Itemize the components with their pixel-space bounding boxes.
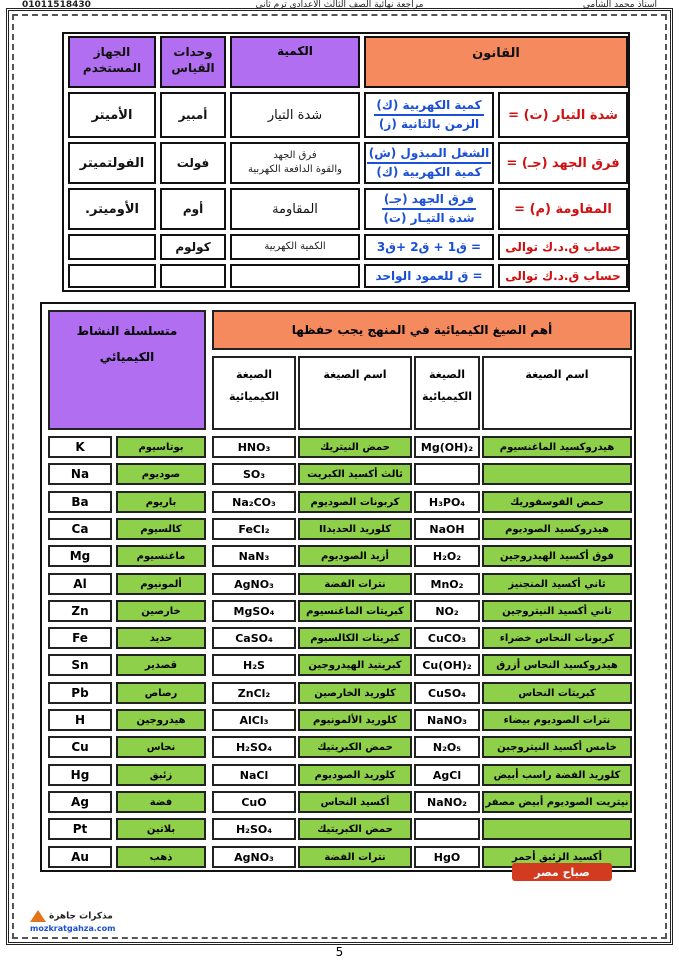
header-title: مراجعة نهائية الصف الثالث الاعدادى ترم ثانى bbox=[255, 0, 424, 10]
quantity-cell: شدة التيار bbox=[230, 92, 360, 138]
formula-1: N₂O₅ bbox=[414, 736, 480, 758]
formula-2: Na₂CO₃ bbox=[212, 491, 296, 513]
formula-name-1: هيدروكسيد الماغنسيوم bbox=[482, 436, 632, 458]
element-symbol: Ca bbox=[48, 518, 112, 540]
element-name: نحاس bbox=[116, 736, 206, 758]
formula-2: FeCl₂ bbox=[212, 518, 296, 540]
formula-name-1 bbox=[482, 818, 632, 840]
col-name-1: اسم الصيغة bbox=[482, 356, 632, 430]
device-cell: الأميتر bbox=[68, 92, 156, 138]
activity-series-header: متسلسلة النشاط الكيميائي bbox=[48, 310, 206, 430]
formula-name-1: حمض الفوسفوريك bbox=[482, 491, 632, 513]
element-name: باريوم bbox=[116, 491, 206, 513]
formula-name-2: كبريتيد الهيدروجين bbox=[298, 654, 412, 676]
law-formula: الشغل المبذول (ش) كمية الكهربية (ك) bbox=[364, 142, 494, 184]
unit-cell: أوم bbox=[160, 188, 226, 230]
teacher-name: أستاذ محمد الشامى bbox=[582, 0, 657, 10]
formula-name-1: هيدروكسيد النحاس أزرق bbox=[482, 654, 632, 676]
formula-1: Mg(OH)₂ bbox=[414, 436, 480, 458]
law-formula: فرق الجهد (جـ) شدة التيـار (ت) bbox=[364, 188, 494, 230]
phone-number: 01011518430 bbox=[22, 0, 91, 10]
element-name: قصدير bbox=[116, 654, 206, 676]
header-quantity: الكمية bbox=[230, 36, 360, 88]
element-symbol: Fe bbox=[48, 627, 112, 649]
law-label: حساب ق.د.ك توالى bbox=[498, 234, 628, 260]
formula-1: CuCO₃ bbox=[414, 627, 480, 649]
law-label: شدة التيار (ت) = bbox=[498, 92, 628, 138]
col-formula-2: الصيغة الكيميائية bbox=[212, 356, 296, 430]
formula-name-2: نترات الفضة bbox=[298, 846, 412, 868]
element-symbol: Au bbox=[48, 846, 112, 868]
brand-logo: صباح مصر bbox=[512, 863, 612, 881]
formula-name-2: أكسيد النحاس bbox=[298, 791, 412, 813]
formula-2: NaCl bbox=[212, 764, 296, 786]
formula-name-1: كربونات النحاس خضراء bbox=[482, 627, 632, 649]
formula-2: ZnCl₂ bbox=[212, 682, 296, 704]
formula-name-2: كلوريد الحديدII bbox=[298, 518, 412, 540]
header-unit: وحدات القياس bbox=[160, 36, 226, 88]
law-label: فرق الجهد (جـ) = bbox=[498, 142, 628, 184]
element-symbol: Pt bbox=[48, 818, 112, 840]
quantity-cell: المقاومة bbox=[230, 188, 360, 230]
formula-1: MnO₂ bbox=[414, 573, 480, 595]
element-symbol: Sn bbox=[48, 654, 112, 676]
formula-1: AgCl bbox=[414, 764, 480, 786]
device-cell bbox=[68, 234, 156, 260]
formula-name-2: ثالث أكسيد الكبريت bbox=[298, 463, 412, 485]
footer-site: mozkratgahza.com bbox=[30, 924, 116, 933]
formula-1: H₃PO₄ bbox=[414, 491, 480, 513]
element-name: فضة bbox=[116, 791, 206, 813]
element-symbol: Mg bbox=[48, 545, 112, 567]
header-law: القانون bbox=[364, 36, 628, 88]
formula-name-2: كلوريد الصوديوم bbox=[298, 764, 412, 786]
law-label: حساب ق.د.ك توالى bbox=[498, 264, 628, 288]
element-name: صوديوم bbox=[116, 463, 206, 485]
element-symbol: Na bbox=[48, 463, 112, 485]
element-name: ماغنسيوم bbox=[116, 545, 206, 567]
formula-1: HgO bbox=[414, 846, 480, 868]
formula-name-2: حمض الكبريتيك bbox=[298, 818, 412, 840]
formula-name-1: فوق أكسيد الهيدروجين bbox=[482, 545, 632, 567]
law-formula: كمية الكهربية (ك) الزمن بالثانية (ز) bbox=[364, 92, 494, 138]
formula-name-1: هيدروكسيد الصوديوم bbox=[482, 518, 632, 540]
laws-table bbox=[62, 32, 630, 292]
element-name: بوتاسيوم bbox=[116, 436, 206, 458]
element-name: هيدروجين bbox=[116, 709, 206, 731]
formula-name-2: كربونات الصوديوم bbox=[298, 491, 412, 513]
formula-name-2: كلوريد الألمونيوم bbox=[298, 709, 412, 731]
footer-logo: مذكرات جاهزة bbox=[30, 910, 113, 922]
formula-2: AgNO₃ bbox=[212, 573, 296, 595]
formulas-title: أهم الصيغ الكيميائية في المنهج يجب حفظها bbox=[212, 310, 632, 350]
quantity-cell bbox=[230, 264, 360, 288]
header-device: الجهاز المستخدم bbox=[68, 36, 156, 88]
formula-2: AlCl₃ bbox=[212, 709, 296, 731]
formula-2: H₂SO₄ bbox=[212, 736, 296, 758]
formula-1: NO₂ bbox=[414, 600, 480, 622]
element-symbol: Al bbox=[48, 573, 112, 595]
unit-cell: فولت bbox=[160, 142, 226, 184]
formula-name-1: ثاني أكسيد المنجنيز bbox=[482, 573, 632, 595]
element-symbol: Zn bbox=[48, 600, 112, 622]
formula-1: NaOH bbox=[414, 518, 480, 540]
formula-name-1: خامس أكسيد النيتروجين bbox=[482, 736, 632, 758]
formula-1: NaNO₃ bbox=[414, 709, 480, 731]
page-number: 5 bbox=[335, 945, 344, 959]
law-label: المقاومة (م) = bbox=[498, 188, 628, 230]
formula-1 bbox=[414, 463, 480, 485]
element-symbol: Cu bbox=[48, 736, 112, 758]
formula-1: H₂O₂ bbox=[414, 545, 480, 567]
element-name: ذهب bbox=[116, 846, 206, 868]
formula-name-1: ثاني أكسيد النيتروجين bbox=[482, 600, 632, 622]
formula-name-1: أكسيد الزئبق أحمر bbox=[482, 846, 632, 868]
law-formula: = ق1 + ق2 +ق3 bbox=[364, 234, 494, 260]
formula-2: H₂S bbox=[212, 654, 296, 676]
formula-name-1: نيتريت الصوديوم أبيض مصفر bbox=[482, 791, 632, 813]
unit-cell: كولوم bbox=[160, 234, 226, 260]
element-symbol: Hg bbox=[48, 764, 112, 786]
quantity-cell: الكمية الكهربية bbox=[230, 234, 360, 260]
element-name: رصاص bbox=[116, 682, 206, 704]
device-cell bbox=[68, 264, 156, 288]
formula-1: Cu(OH)₂ bbox=[414, 654, 480, 676]
law-formula: = ق للعمود الواحد bbox=[364, 264, 494, 288]
formula-name-1: نترات الصوديوم بيضاء bbox=[482, 709, 632, 731]
formula-name-1 bbox=[482, 463, 632, 485]
element-name: ألمونيوم bbox=[116, 573, 206, 595]
col-name-2: اسم الصيغة bbox=[298, 356, 412, 430]
quantity-cell: فرق الجهد والقوة الدافعة الكهربية bbox=[230, 142, 360, 184]
element-symbol: Pb bbox=[48, 682, 112, 704]
formula-name-2: كلوريد الخارصين bbox=[298, 682, 412, 704]
formula-name-1: كلوريد الفضة راسب أبيض bbox=[482, 764, 632, 786]
formula-1: CuSO₄ bbox=[414, 682, 480, 704]
formula-name-1: كبريتات النحاس bbox=[482, 682, 632, 704]
formula-1: NaNO₂ bbox=[414, 791, 480, 813]
formulas-table bbox=[40, 302, 636, 872]
formula-2: H₂SO₄ bbox=[212, 818, 296, 840]
element-name: زئبق bbox=[116, 764, 206, 786]
formula-name-2: حمض النيتريك bbox=[298, 436, 412, 458]
element-name: حديد bbox=[116, 627, 206, 649]
unit-cell bbox=[160, 264, 226, 288]
element-symbol: K bbox=[48, 436, 112, 458]
element-symbol: Ag bbox=[48, 791, 112, 813]
formula-name-2: أزيد الصوديوم bbox=[298, 545, 412, 567]
formula-2: AgNO₃ bbox=[212, 846, 296, 868]
element-symbol: H bbox=[48, 709, 112, 731]
formula-name-2: كبريتات الماغنسيوم bbox=[298, 600, 412, 622]
formula-2: CuO bbox=[212, 791, 296, 813]
formula-name-2: كبريتات الكالسيوم bbox=[298, 627, 412, 649]
formula-name-2: حمض الكبريتيك bbox=[298, 736, 412, 758]
formula-1 bbox=[414, 818, 480, 840]
page-header bbox=[0, 0, 679, 12]
element-name: كالسيوم bbox=[116, 518, 206, 540]
unit-cell: أمبير bbox=[160, 92, 226, 138]
formula-2: CaSO₄ bbox=[212, 627, 296, 649]
formula-name-2: نترات الفضة bbox=[298, 573, 412, 595]
formula-2: NaN₃ bbox=[212, 545, 296, 567]
formula-2: MgSO₄ bbox=[212, 600, 296, 622]
formula-2: HNO₃ bbox=[212, 436, 296, 458]
device-cell: الأوميتر. bbox=[68, 188, 156, 230]
element-name: خارصين bbox=[116, 600, 206, 622]
formula-2: SO₃ bbox=[212, 463, 296, 485]
col-formula-1: الصيغة الكيميائية bbox=[414, 356, 480, 430]
element-symbol: Ba bbox=[48, 491, 112, 513]
logo-icon bbox=[30, 910, 46, 922]
element-name: بلاتين bbox=[116, 818, 206, 840]
device-cell: الفولتميتر bbox=[68, 142, 156, 184]
